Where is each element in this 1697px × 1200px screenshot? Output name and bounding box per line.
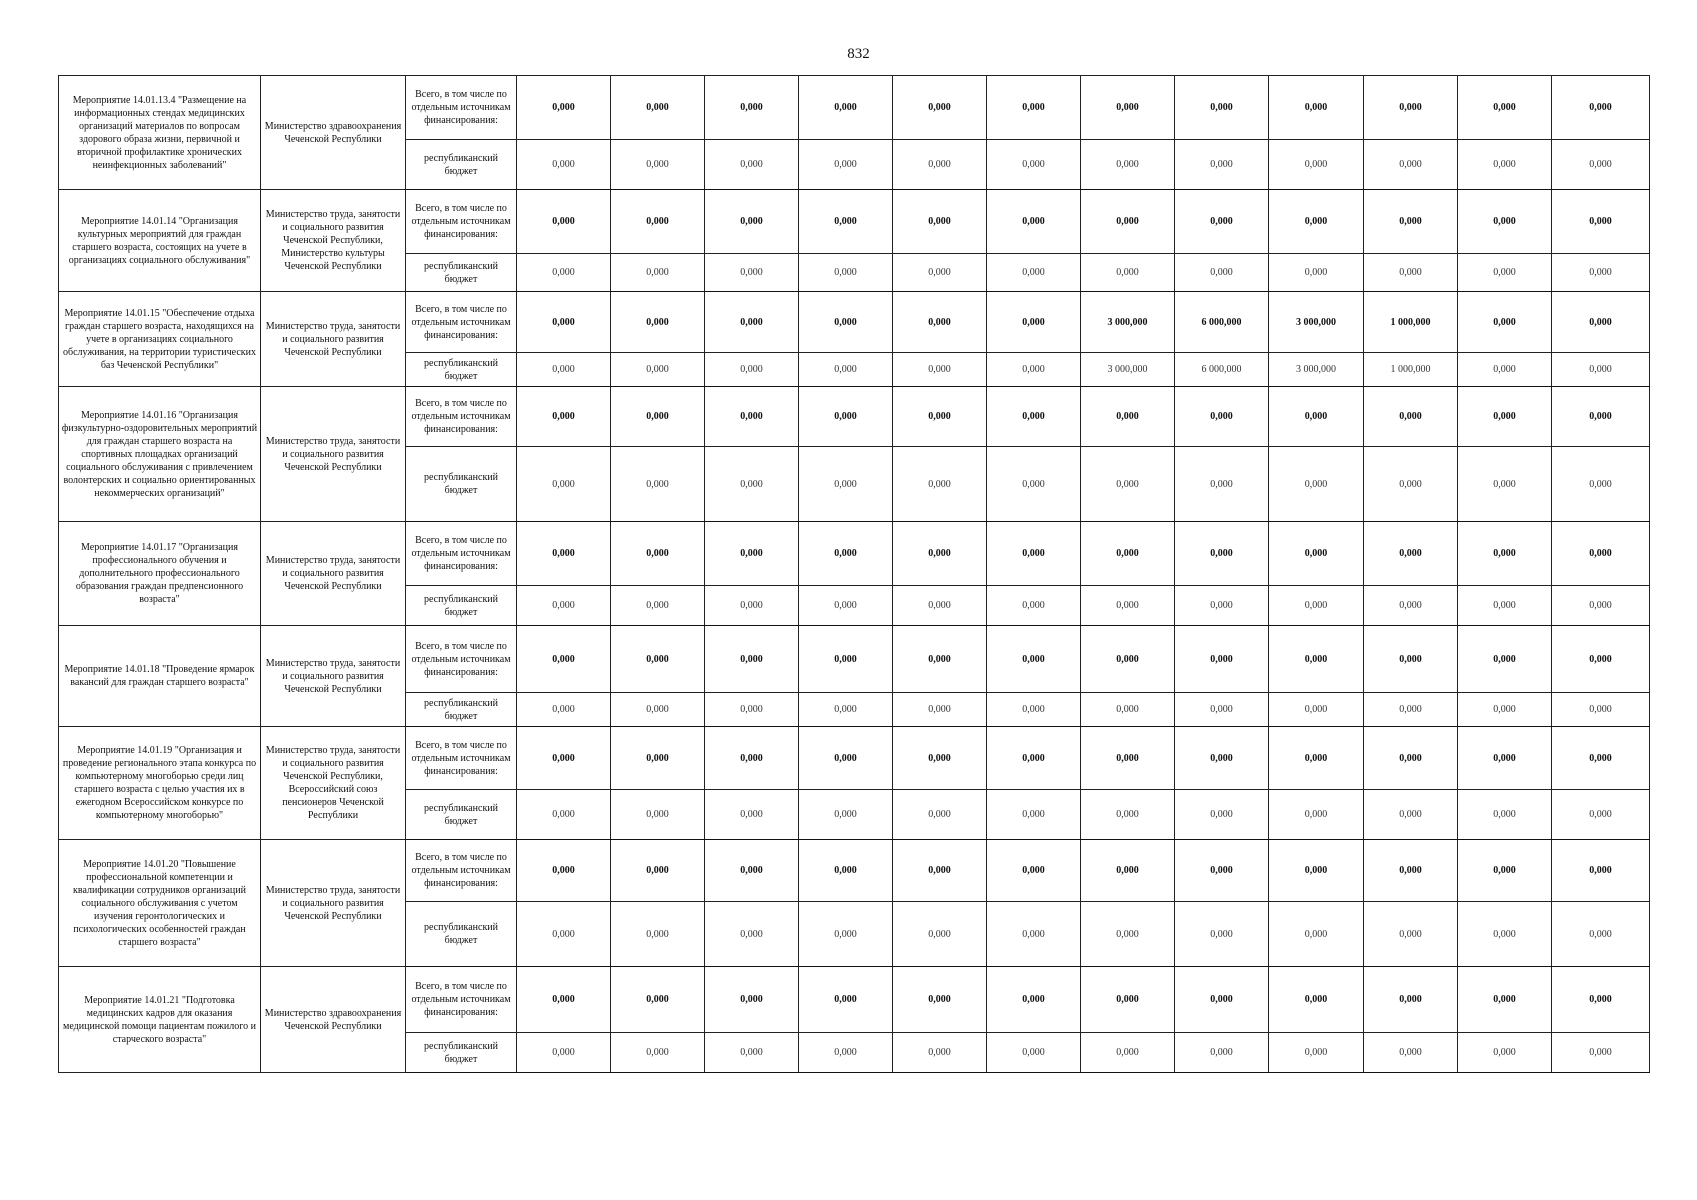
budget-value-cell: 0,000 [1552,693,1650,727]
total-value-cell: 0,000 [799,727,893,790]
total-value-cell: 0,000 [1458,626,1552,693]
budget-value-cell: 0,000 [611,140,705,190]
total-value-cell: 0,000 [611,727,705,790]
event-name-cell: Мероприятие 14.01.19 "Организация и проведение регионального этапа конкурса по компьютерному многоборью среди лиц старшего возраста с целью участия их в ежегодном Всероссийском конкурсе по компьютерному многоборью" [59,727,261,840]
total-value-cell: 0,000 [1269,840,1364,902]
budget-value-cell: 0,000 [1081,1033,1175,1073]
budget-value-cell: 0,000 [1175,140,1269,190]
total-value-cell: 0,000 [1175,387,1269,447]
total-value-cell: 0,000 [611,387,705,447]
budget-value-cell: 0,000 [987,693,1081,727]
total-value-cell: 0,000 [1552,522,1650,586]
budget-value-cell: 0,000 [1458,447,1552,522]
funding-source-total-label: Всего, в том числе по отдельным источникам финансирования: [406,292,517,353]
total-value-cell: 0,000 [893,727,987,790]
total-value-cell: 0,000 [1269,626,1364,693]
budget-value-cell: 0,000 [705,140,799,190]
budget-value-cell: 0,000 [1081,693,1175,727]
total-value-cell: 0,000 [611,626,705,693]
total-value-cell: 0,000 [1175,727,1269,790]
responsible-executor-cell: Министерство труда, занятости и социального развития Чеченской Республики, Министерство культуры Чеченской Республики [261,190,406,292]
total-value-cell: 0,000 [1175,76,1269,140]
total-value-cell: 0,000 [987,190,1081,254]
budget-value-cell: 0,000 [1175,586,1269,626]
total-value-cell: 0,000 [705,626,799,693]
budget-value-cell: 0,000 [705,902,799,967]
total-value-cell: 0,000 [799,190,893,254]
total-value-cell: 0,000 [1269,522,1364,586]
budget-value-cell: 0,000 [1269,1033,1364,1073]
budget-value-cell: 0,000 [1364,140,1458,190]
budget-value-cell: 0,000 [705,790,799,840]
table-row-total [59,626,1650,693]
budget-value-cell: 0,000 [893,254,987,292]
total-value-cell: 0,000 [987,522,1081,586]
total-value-cell: 3 000,000 [1081,292,1175,353]
total-value-cell: 0,000 [517,292,611,353]
budget-value-cell: 0,000 [1269,447,1364,522]
total-value-cell: 0,000 [799,626,893,693]
budget-value-cell: 0,000 [1175,254,1269,292]
page-number: 832 [847,46,870,62]
budget-value-cell: 0,000 [1364,902,1458,967]
budget-value-cell: 0,000 [1081,140,1175,190]
total-value-cell: 0,000 [1364,190,1458,254]
total-value-cell: 0,000 [799,76,893,140]
budget-value-cell: 0,000 [799,140,893,190]
budget-value-cell: 0,000 [1081,447,1175,522]
funding-source-budget-label: республиканский бюджет [406,1033,517,1073]
funding-source-budget-label: республиканский бюджет [406,140,517,190]
total-value-cell: 0,000 [1269,190,1364,254]
budget-value-cell: 0,000 [987,353,1081,387]
budget-value-cell: 0,000 [1552,1033,1650,1073]
funding-source-budget-label: республиканский бюджет [406,353,517,387]
budget-value-cell: 0,000 [893,790,987,840]
budget-value-cell: 0,000 [1364,586,1458,626]
funding-source-budget-label: республиканский бюджет [406,254,517,292]
budget-value-cell: 0,000 [893,447,987,522]
event-name-cell: Мероприятие 14.01.21 "Подготовка медицинских кадров для оказания медицинской помощи пациентам пожилого и старческого возраста" [59,967,261,1073]
budget-value-cell: 0,000 [799,902,893,967]
budget-value-cell: 0,000 [799,790,893,840]
total-value-cell: 0,000 [893,292,987,353]
budget-value-cell: 0,000 [893,693,987,727]
budget-value-cell: 0,000 [1552,447,1650,522]
total-value-cell: 0,000 [517,522,611,586]
responsible-executor-cell: Министерство здравоохранения Чеченской Республики [261,967,406,1073]
total-value-cell: 0,000 [1552,387,1650,447]
total-value-cell: 0,000 [1552,840,1650,902]
table-row-total [59,967,1650,1033]
budget-value-cell: 3 000,000 [1081,353,1175,387]
total-value-cell: 0,000 [611,840,705,902]
budget-value-cell: 0,000 [611,353,705,387]
budget-value-cell: 0,000 [1552,790,1650,840]
total-value-cell: 0,000 [705,522,799,586]
total-value-cell: 0,000 [893,522,987,586]
total-value-cell: 0,000 [987,387,1081,447]
total-value-cell: 0,000 [799,840,893,902]
total-value-cell: 0,000 [1175,840,1269,902]
total-value-cell: 0,000 [1364,76,1458,140]
total-value-cell: 0,000 [1552,967,1650,1033]
budget-value-cell: 0,000 [1458,586,1552,626]
budget-value-cell: 0,000 [517,693,611,727]
total-value-cell: 0,000 [893,387,987,447]
budget-value-cell: 0,000 [517,790,611,840]
funding-source-total-label: Всего, в том числе по отдельным источникам финансирования: [406,522,517,586]
budget-value-cell: 0,000 [987,447,1081,522]
funding-source-budget-label: республиканский бюджет [406,447,517,522]
total-value-cell: 0,000 [1458,840,1552,902]
responsible-executor-cell: Министерство здравоохранения Чеченской Республики [261,76,406,190]
budget-value-cell: 0,000 [705,353,799,387]
total-value-cell: 0,000 [987,292,1081,353]
total-value-cell: 0,000 [799,292,893,353]
funding-source-budget-label: республиканский бюджет [406,693,517,727]
total-value-cell: 0,000 [1458,292,1552,353]
budget-value-cell: 0,000 [611,693,705,727]
total-value-cell: 0,000 [1552,727,1650,790]
total-value-cell: 0,000 [1269,727,1364,790]
total-value-cell: 0,000 [893,840,987,902]
total-value-cell: 0,000 [517,967,611,1033]
budget-value-cell: 0,000 [1269,902,1364,967]
budget-value-cell: 0,000 [987,140,1081,190]
funding-source-budget-label: республиканский бюджет [406,586,517,626]
funding-source-total-label: Всего, в том числе по отдельным источникам финансирования: [406,840,517,902]
budget-value-cell: 0,000 [517,353,611,387]
total-value-cell: 0,000 [611,190,705,254]
total-value-cell: 0,000 [705,967,799,1033]
total-value-cell: 0,000 [1458,387,1552,447]
budget-value-cell: 0,000 [799,586,893,626]
funding-source-total-label: Всего, в том числе по отдельным источникам финансирования: [406,190,517,254]
budget-value-cell: 0,000 [799,353,893,387]
table-row-total [59,387,1650,447]
total-value-cell: 0,000 [611,522,705,586]
budget-value-cell: 0,000 [1458,1033,1552,1073]
budget-value-cell: 0,000 [987,254,1081,292]
budget-value-cell: 0,000 [611,902,705,967]
total-value-cell: 0,000 [1458,522,1552,586]
budget-value-cell: 0,000 [1175,693,1269,727]
budget-value-cell: 0,000 [611,1033,705,1073]
total-value-cell: 0,000 [1175,626,1269,693]
financing-table [58,75,1650,1073]
total-value-cell: 0,000 [987,727,1081,790]
total-value-cell: 0,000 [517,626,611,693]
budget-value-cell: 6 000,000 [1175,353,1269,387]
budget-value-cell: 0,000 [893,586,987,626]
total-value-cell: 0,000 [1552,76,1650,140]
budget-value-cell: 0,000 [1364,447,1458,522]
total-value-cell: 0,000 [1552,626,1650,693]
total-value-cell: 0,000 [799,522,893,586]
budget-value-cell: 0,000 [517,902,611,967]
budget-value-cell: 0,000 [1458,790,1552,840]
budget-value-cell: 0,000 [1364,1033,1458,1073]
budget-value-cell: 0,000 [1458,140,1552,190]
event-name-cell: Мероприятие 14.01.20 "Повышение профессиональной компетенции и квалификации сотрудников организаций социального обслуживания с учетом изучения геронтологических и психологических особенностей граждан старшего возраста" [59,840,261,967]
event-name-cell: Мероприятие 14.01.18 "Проведение ярмарок вакансий для граждан старшего возраста" [59,626,261,727]
total-value-cell: 0,000 [987,840,1081,902]
event-name-cell: Мероприятие 14.01.15 "Обеспечение отдыха граждан старшего возраста, находящихся на учете в организациях социального обслуживания, на территории туристических баз Чеченской Республики" [59,292,261,387]
budget-value-cell: 0,000 [987,1033,1081,1073]
budget-value-cell: 0,000 [987,790,1081,840]
budget-value-cell: 0,000 [611,790,705,840]
total-value-cell: 0,000 [987,967,1081,1033]
total-value-cell: 0,000 [705,190,799,254]
budget-value-cell: 0,000 [799,1033,893,1073]
funding-source-total-label: Всего, в том числе по отдельным источникам финансирования: [406,76,517,140]
budget-value-cell: 0,000 [1081,586,1175,626]
total-value-cell: 0,000 [1364,727,1458,790]
budget-value-cell: 0,000 [893,353,987,387]
budget-value-cell: 0,000 [1364,790,1458,840]
total-value-cell: 0,000 [1175,522,1269,586]
table-row-total [59,727,1650,790]
event-name-cell: Мероприятие 14.01.14 "Организация культурных мероприятий для граждан старшего возраста, состоящих на учете в организациях социального обслуживания" [59,190,261,292]
total-value-cell: 0,000 [1175,967,1269,1033]
budget-value-cell: 0,000 [1458,693,1552,727]
total-value-cell: 0,000 [1364,626,1458,693]
total-value-cell: 0,000 [893,626,987,693]
budget-value-cell: 0,000 [893,1033,987,1073]
total-value-cell: 0,000 [1364,522,1458,586]
budget-value-cell: 0,000 [1175,447,1269,522]
budget-value-cell: 0,000 [1269,140,1364,190]
budget-value-cell: 0,000 [1081,902,1175,967]
funding-source-total-label: Всего, в том числе по отдельным источникам финансирования: [406,727,517,790]
budget-value-cell: 0,000 [705,586,799,626]
total-value-cell: 0,000 [611,292,705,353]
total-value-cell: 0,000 [705,727,799,790]
total-value-cell: 0,000 [893,76,987,140]
budget-value-cell: 0,000 [1269,586,1364,626]
total-value-cell: 0,000 [893,190,987,254]
funding-source-budget-label: республиканский бюджет [406,902,517,967]
total-value-cell: 3 000,000 [1269,292,1364,353]
budget-value-cell: 0,000 [1552,586,1650,626]
total-value-cell: 0,000 [611,76,705,140]
table-row-total [59,292,1650,353]
total-value-cell: 0,000 [517,840,611,902]
total-value-cell: 0,000 [1364,387,1458,447]
budget-value-cell: 0,000 [1458,353,1552,387]
total-value-cell: 0,000 [1364,840,1458,902]
total-value-cell: 0,000 [1081,76,1175,140]
total-value-cell: 0,000 [1081,387,1175,447]
total-value-cell: 0,000 [611,967,705,1033]
budget-value-cell: 0,000 [1175,1033,1269,1073]
funding-source-total-label: Всего, в том числе по отдельным источникам финансирования: [406,626,517,693]
funding-source-total-label: Всего, в том числе по отдельным источникам финансирования: [406,387,517,447]
funding-source-budget-label: республиканский бюджет [406,790,517,840]
total-value-cell: 0,000 [799,967,893,1033]
budget-value-cell: 0,000 [987,586,1081,626]
total-value-cell: 0,000 [705,387,799,447]
event-name-cell: Мероприятие 14.01.13.4 "Размещение на информационных стендах медицинских организаций материалов по вопросам здорового образа жизни, первичной и вторичной профилактике хронических неинфекционных заболеваний" [59,76,261,190]
total-value-cell: 0,000 [1458,967,1552,1033]
total-value-cell: 0,000 [1081,190,1175,254]
total-value-cell: 0,000 [1081,967,1175,1033]
budget-value-cell: 0,000 [1364,693,1458,727]
total-value-cell: 0,000 [1269,387,1364,447]
budget-value-cell: 1 000,000 [1364,353,1458,387]
budget-value-cell: 0,000 [705,447,799,522]
budget-value-cell: 0,000 [611,586,705,626]
budget-value-cell: 0,000 [799,254,893,292]
budget-value-cell: 0,000 [705,1033,799,1073]
budget-value-cell: 0,000 [1458,902,1552,967]
table-row-total [59,840,1650,902]
table-row-total [59,190,1650,254]
budget-value-cell: 0,000 [517,1033,611,1073]
budget-value-cell: 0,000 [1552,902,1650,967]
budget-value-cell: 0,000 [1552,254,1650,292]
budget-value-cell: 0,000 [705,693,799,727]
budget-value-cell: 0,000 [1081,790,1175,840]
responsible-executor-cell: Министерство труда, занятости и социального развития Чеченской Республики [261,292,406,387]
funding-source-total-label: Всего, в том числе по отдельным источникам финансирования: [406,967,517,1033]
budget-value-cell: 0,000 [1175,790,1269,840]
budget-value-cell: 0,000 [1458,254,1552,292]
event-name-cell: Мероприятие 14.01.16 "Организация физкультурно-оздоровительных мероприятий для граждан старшего возраста на спортивных площадках организаций социального обслуживания с привлечением волонтерских и социально ориентированных некоммерческих организаций" [59,387,261,522]
total-value-cell: 0,000 [799,387,893,447]
budget-value-cell: 0,000 [517,447,611,522]
budget-value-cell: 0,000 [611,254,705,292]
budget-value-cell: 0,000 [1175,902,1269,967]
responsible-executor-cell: Министерство труда, занятости и социального развития Чеченской Республики, Всероссийский союз пенсионеров Чеченской Республики [261,727,406,840]
budget-value-cell: 0,000 [1269,254,1364,292]
total-value-cell: 1 000,000 [1364,292,1458,353]
total-value-cell: 0,000 [1269,76,1364,140]
total-value-cell: 0,000 [1552,190,1650,254]
table-body [59,76,1650,1073]
budget-value-cell: 0,000 [1081,254,1175,292]
budget-value-cell: 0,000 [799,693,893,727]
budget-value-cell: 0,000 [517,586,611,626]
budget-value-cell: 0,000 [1269,790,1364,840]
total-value-cell: 0,000 [1081,522,1175,586]
budget-value-cell: 0,000 [1269,693,1364,727]
total-value-cell: 0,000 [1458,190,1552,254]
total-value-cell: 0,000 [1081,840,1175,902]
total-value-cell: 0,000 [1081,727,1175,790]
budget-value-cell: 0,000 [1552,140,1650,190]
total-value-cell: 0,000 [1458,76,1552,140]
budget-value-cell: 0,000 [1364,254,1458,292]
budget-value-cell: 0,000 [517,140,611,190]
budget-value-cell: 0,000 [517,254,611,292]
responsible-executor-cell: Министерство труда, занятости и социального развития Чеченской Республики [261,840,406,967]
total-value-cell: 6 000,000 [1175,292,1269,353]
total-value-cell: 0,000 [1552,292,1650,353]
total-value-cell: 0,000 [1458,727,1552,790]
table-row-total [59,76,1650,140]
total-value-cell: 0,000 [517,76,611,140]
total-value-cell: 0,000 [517,387,611,447]
responsible-executor-cell: Министерство труда, занятости и социального развития Чеченской Республики [261,522,406,626]
total-value-cell: 0,000 [893,967,987,1033]
event-name-cell: Мероприятие 14.01.17 "Организация профессионального обучения и дополнительного профессионального образования граждан предпенсионного возраста" [59,522,261,626]
budget-value-cell: 0,000 [987,902,1081,967]
budget-value-cell: 3 000,000 [1269,353,1364,387]
total-value-cell: 0,000 [1364,967,1458,1033]
responsible-executor-cell: Министерство труда, занятости и социального развития Чеченской Республики [261,387,406,522]
budget-value-cell: 0,000 [893,140,987,190]
total-value-cell: 0,000 [1269,967,1364,1033]
budget-value-cell: 0,000 [611,447,705,522]
total-value-cell: 0,000 [1175,190,1269,254]
total-value-cell: 0,000 [987,76,1081,140]
total-value-cell: 0,000 [1081,626,1175,693]
table-row-total [59,522,1650,586]
total-value-cell: 0,000 [705,76,799,140]
total-value-cell: 0,000 [705,292,799,353]
total-value-cell: 0,000 [705,840,799,902]
budget-value-cell: 0,000 [1552,353,1650,387]
total-value-cell: 0,000 [517,727,611,790]
budget-value-cell: 0,000 [893,902,987,967]
total-value-cell: 0,000 [517,190,611,254]
total-value-cell: 0,000 [987,626,1081,693]
budget-value-cell: 0,000 [705,254,799,292]
responsible-executor-cell: Министерство труда, занятости и социального развития Чеченской Республики [261,626,406,727]
budget-value-cell: 0,000 [799,447,893,522]
